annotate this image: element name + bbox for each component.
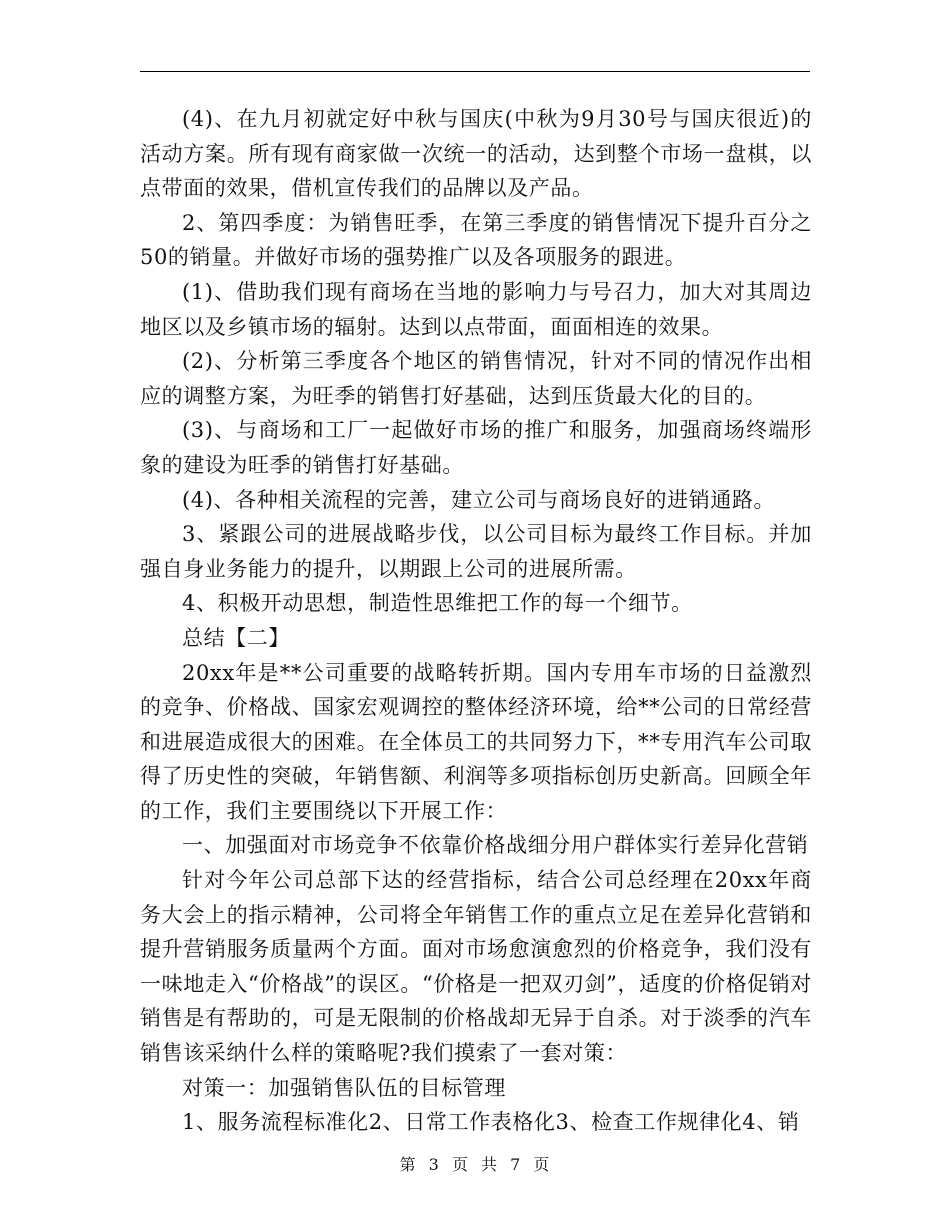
paragraph-q4-item-3: (3)、与商场和工厂一起做好市场的推广和服务，加强商场终端形象的建设为旺季的销售打好基础。 xyxy=(140,418,812,477)
paragraph-q4-item-2: (2)、分析第三季度各个地区的销售情况，针对不同的情况作出相应的调整方案，为旺季的销售打好基础，达到压货最大化的目的。 xyxy=(140,349,812,408)
document-body xyxy=(140,102,812,1140)
page-number: 第 3 页 共 7 页 xyxy=(399,1155,551,1174)
paragraph-q3-item-4: (4)、在九月初就定好中秋与国庆(中秋为9月30号与国庆很近)的活动方案。所有现有商家做一次统一的活动，达到整个市场一盘棋，以点带面的效果，借机宣传我们的品牌以及产品。 xyxy=(140,107,812,201)
paragraph-q4-item-4: (4)、各种相关流程的完善，建立公司与商场良好的进销通路。 xyxy=(182,487,776,512)
paragraph-section-one-body: 针对今年公司总部下达的经营指标，结合公司总经理在20xx年商务大会上的指示精神，公司将全年销售工作的重点立足在差异化营销和提升营销服务质量两个方面。面对市场愈演愈烈的价格竞争，我们没有一味地走入“价格战”的误区。“价格是一把双刃剑”，适度的价格促销对销售是有帮助的，可是无限制的价格战却无异于自杀。对于淡季的汽车销售该采纳什么样的策略呢?我们摸索了一套对策： xyxy=(140,868,812,1066)
paragraph-q4-item-1: (1)、借助我们现有商场在当地的影响力与号召力，加大对其周边地区以及乡镇市场的辐射。达到以点带面，面面相连的效果。 xyxy=(140,279,812,339)
paragraph-strategy-one: 对策一：加强销售队伍的目标管理 xyxy=(182,1075,506,1100)
paragraph-point-3: 3、紧跟公司的进展战略步伐，以公司目标为最终工作目标。并加强自身业务能力的提升，以期跟上公司的进展所需。 xyxy=(140,522,812,581)
paragraph-q4-heading: 2、第四季度：为销售旺季，在第三季度的销售情况下提升百分之50的销量。并做好市场的强势推广以及各项服务的跟进。 xyxy=(140,210,812,270)
paragraph-strategy-one-list: 1、服务流程标准化2、日常工作表格化3、检查工作规律化4、销 xyxy=(182,1110,800,1135)
section-heading-summary-2: 总结【二】 xyxy=(182,625,290,650)
paragraph-point-4: 4、积极开动思想，制造性思维把工作的每一个细节。 xyxy=(182,591,693,616)
header-rule xyxy=(140,71,810,72)
paragraph-summary-intro: 20xx年是**公司重要的战略转折期。国内专用车市场的日益激烈的竞争、价格战、国家宏观调控的整体经济环境，给**公司的日常经营和进展造成很大的困难。在全体员工的共同努力下，**专用汽车公司取得了历史性的突破，年销售额、利润等多项指标创历史新高。回顾全年的工作，我们主要围绕以下开展工作： xyxy=(140,660,812,823)
paragraph-section-one-heading: 一、加强面对市场竞争不依靠价格战细分用户群体实行差异化营销 xyxy=(182,833,809,858)
